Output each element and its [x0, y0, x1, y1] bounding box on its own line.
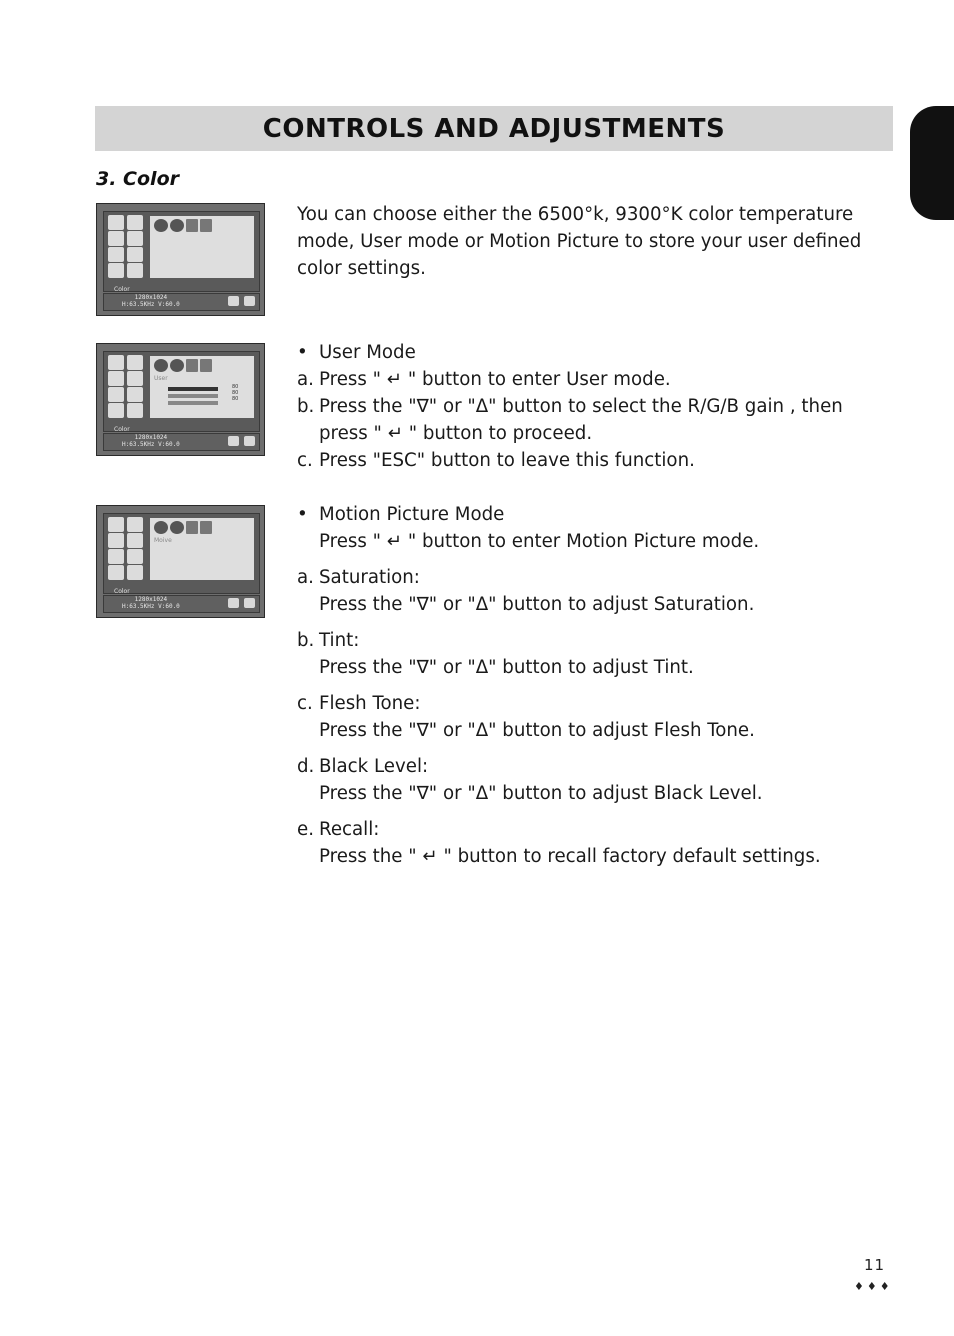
footer-diamonds: ♦♦♦	[854, 1280, 893, 1293]
user-mode-block	[297, 339, 893, 474]
user-step-b: b. Press the "∇" or "Δ" button to select the R/G/B gain , then press " ↵ " button to proceed.	[297, 396, 843, 444]
osd-user-mode-image	[96, 343, 265, 456]
motion-mode-heading: • Motion Picture Mode	[297, 504, 505, 525]
user-mode-heading: • User Mode	[297, 342, 416, 363]
intro-paragraph: You can choose either the 6500°k, 9300°K color temperature mode, User mode or Motion Picture to store your user defined color settings.	[297, 204, 862, 279]
osd-content-pane	[150, 216, 254, 278]
title-bar	[95, 106, 893, 151]
osd-menu-tag: Color	[114, 426, 130, 433]
motion-step-b: b. Tint: Press the "∇" or "Δ" button to adjust Tint.	[297, 630, 694, 678]
speaker-icon	[244, 598, 255, 608]
osd-icon-column-right	[127, 355, 143, 418]
page-edge-tab	[910, 106, 954, 220]
osd-rgb-values: 80 80 80	[232, 384, 239, 402]
motion-mode-intro: Press " ↵ " button to enter Motion Picture mode.	[319, 531, 760, 552]
monitor-icon	[228, 436, 239, 446]
page-number: 11	[864, 1256, 886, 1274]
motion-step-a: a. Saturation: Press the "∇" or "Δ" button to adjust Saturation.	[297, 567, 755, 615]
speaker-icon	[244, 296, 255, 306]
monitor-icon	[228, 598, 239, 608]
osd-resolution: 1280x1024 H:63.5KHz V:60.0	[122, 434, 180, 448]
motion-step-e: e. Recall: Press the " ↵ " button to recall factory default settings.	[297, 819, 821, 867]
osd-resolution: 1280x1024 H:63.5KHz V:60.0	[122, 596, 180, 610]
osd-icon-column-left	[108, 215, 124, 278]
section-heading: 3. Color	[96, 168, 179, 190]
osd-user-label: User	[154, 375, 168, 382]
osd-content-pane	[150, 356, 254, 418]
osd-status-icons	[228, 296, 255, 306]
monitor-icon	[228, 296, 239, 306]
osd-menu-panel	[103, 211, 260, 292]
osd-menu-tag: Color	[114, 588, 130, 595]
osd-color-icons	[154, 219, 212, 232]
osd-movie-label: Moive	[154, 537, 172, 544]
osd-status-icons	[228, 598, 255, 608]
osd-status-bar	[103, 433, 260, 451]
osd-motion-mode-image	[96, 505, 265, 618]
osd-icon-column-left	[108, 355, 124, 418]
osd-color-icons	[154, 359, 212, 372]
osd-menu-panel	[103, 351, 260, 432]
osd-color-icons	[154, 521, 212, 534]
osd-status-bar	[103, 595, 260, 613]
motion-step-d: d. Black Level: Press the "∇" or "Δ" button to adjust Black Level.	[297, 756, 763, 804]
speaker-icon	[244, 436, 255, 446]
motion-step-c: c. Flesh Tone: Press the "∇" or "Δ" button to adjust Flesh Tone.	[297, 693, 755, 741]
osd-content-pane	[150, 518, 254, 580]
osd-resolution: 1280x1024 H:63.5KHz V:60.0	[122, 294, 180, 308]
osd-menu-tag: Color	[114, 286, 130, 293]
osd-menu-panel	[103, 513, 260, 594]
user-step-c: c. Press "ESC" button to leave this function.	[297, 450, 695, 471]
page-title: CONTROLS AND ADJUSTMENTS	[262, 113, 726, 144]
osd-icon-column-left	[108, 517, 124, 580]
osd-status-bar	[103, 293, 260, 311]
osd-color-menu-image	[96, 203, 265, 316]
osd-icon-column-right	[127, 215, 143, 278]
user-step-a: a. Press " ↵ " button to enter User mode.	[297, 369, 671, 390]
osd-icon-column-right	[127, 517, 143, 580]
osd-status-icons	[228, 436, 255, 446]
osd-rgb-bars	[158, 387, 218, 408]
intro-block	[297, 201, 893, 282]
motion-mode-block	[297, 501, 893, 870]
